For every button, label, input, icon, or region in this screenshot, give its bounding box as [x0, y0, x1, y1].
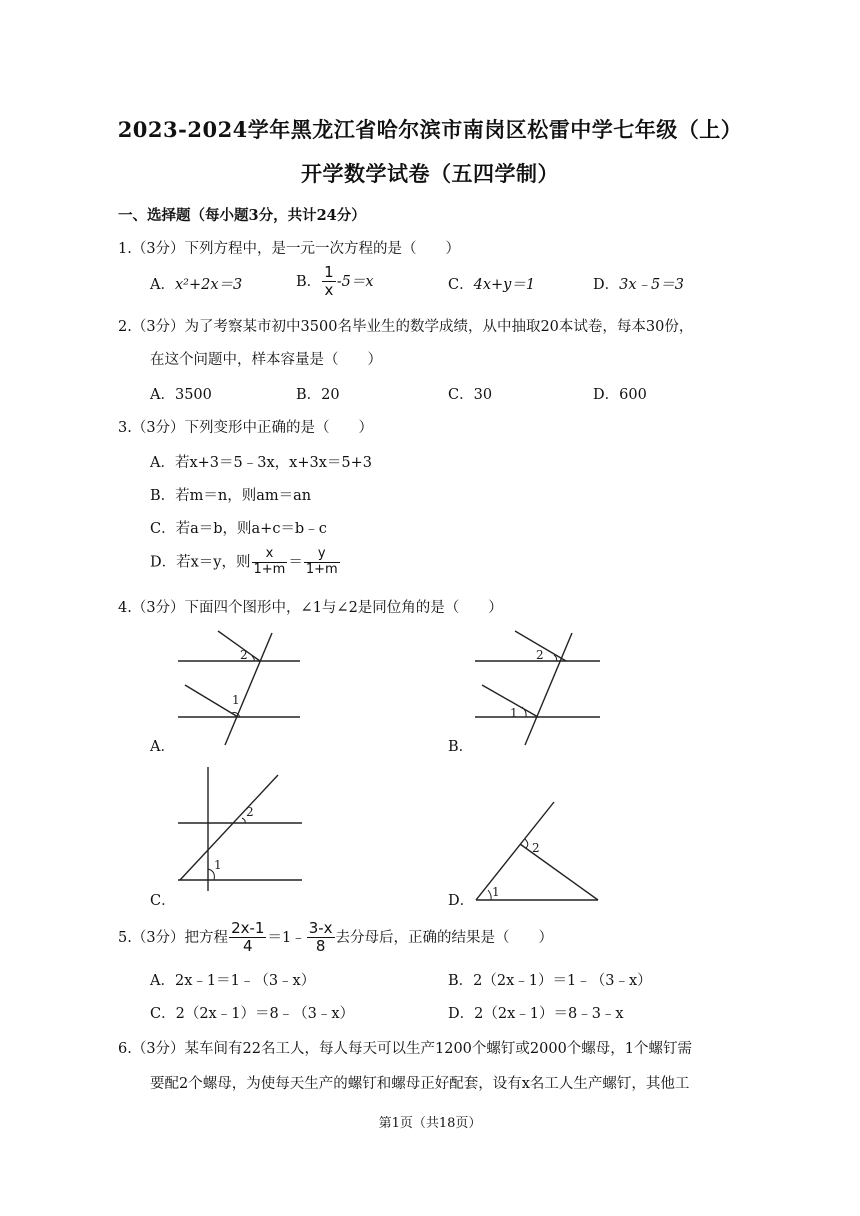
q5-option-b: B．2（2x﹣1）＝1﹣（3﹣x） [448, 973, 652, 989]
fig-a-ray-bottom [185, 685, 238, 717]
fig-c-label-1: 1 [214, 858, 222, 872]
fig-d-left-side [476, 802, 554, 900]
fig-a-transversal [225, 633, 272, 745]
q2-option-c: C．30 [448, 387, 493, 403]
q4-option-d: D． [448, 893, 475, 909]
q1-option-a: A．x²+2x＝3 [150, 277, 243, 293]
q1-b-fraction: $\frac{1}{x}$ [324, 263, 334, 300]
q3-option-a: A．若x+3＝5﹣3x，x+3x＝5+3 [150, 455, 372, 471]
q1-option-b: B． $\frac{1}{x}$ -5＝x [296, 263, 374, 300]
q4-option-b: B． [448, 739, 474, 755]
page-footer: 第1页（共18页） [378, 1116, 482, 1131]
q6-stem-line2: 要配2个螺母，为使每天生产的螺钉和螺母正好配套，设有x名工人生产螺钉，其他工 [150, 1076, 690, 1092]
section-heading-choice: 一、选择题（每小题3分，共计24分） [118, 207, 366, 224]
fig-b-label-2: 2 [536, 648, 544, 662]
fig-a-label-1: 1 [232, 693, 240, 707]
q3-option-b: B．若m＝n，则am＝an [150, 488, 312, 504]
q2-stem-line1: 2.（3分）为了考察某市初中3500名毕业生的数学成绩，从中抽取20本试卷，每本30份， [118, 319, 694, 335]
fig-a-label-2: 2 [240, 648, 248, 662]
fig-d-arc-2 [525, 839, 528, 848]
fig-d-label-1: 1 [492, 885, 500, 899]
q2-option-a: A．3500 [150, 387, 212, 403]
q5-option-c: C．2（2x﹣1）＝8﹣（3﹣x） [150, 1006, 355, 1022]
q5-option-a: A．2x﹣1＝1﹣（3﹣x） [150, 973, 316, 989]
q4-option-c: C． [150, 893, 176, 909]
q5-stem: 5.（3分）把方程 $\frac{2x-1}{4}$ ＝1﹣ $\frac{3-x}{8}$ 去分母后，正确的结果是（ ） [118, 919, 554, 956]
fig-b-label-1: 1 [510, 706, 518, 720]
q4-figure-c [170, 765, 310, 895]
q4-option-a: A． [150, 739, 175, 755]
q2-stem-line2: 在这个问题中，样本容量是（ ） [150, 352, 382, 368]
fig-c-label-2: 2 [246, 805, 254, 819]
q6-stem-line1: 6.（3分）某车间有22名工人，每人每天可以生产1200个螺钉或2000个螺母，1个螺钉需 [118, 1041, 693, 1057]
fig-c-arc-2 [242, 818, 245, 823]
q1-stem: 1.（3分）下列方程中，是一元一次方程的是（ ） [118, 241, 461, 257]
fig-d-label-2: 2 [532, 841, 540, 855]
q5-fraction-left: $\frac{2x-1}{4}$ [231, 919, 265, 956]
q4-figure-d [470, 800, 610, 905]
q3-option-d: D．若x＝y，则 $\frac{x}{1+m}$ ＝ $\frac{y}{1+m}$ [150, 546, 338, 577]
q1-option-c: C．4x+y＝1 [448, 277, 536, 293]
fig-d-arc-1 [488, 890, 491, 900]
q4-stem: 4.（3分）下面四个图形中，∠1与∠2是同位角的是（ ） [118, 600, 503, 616]
q5-option-d: D．2（2x﹣1）＝8﹣3﹣x [448, 1006, 624, 1022]
q3-option-c: C．若a＝b，则a+c＝b﹣c [150, 521, 327, 537]
q2-option-d: D．600 [593, 387, 647, 403]
exam-title-line1: 2023-2024学年黑龙江省哈尔滨市南岗区松雷中学七年级（上） [117, 117, 743, 142]
q5-fraction-right: $\frac{3-x}{8}$ [308, 919, 333, 956]
q3-d-fraction-left: $\frac{x}{1+m}$ [253, 546, 286, 577]
fig-b-transversal [525, 633, 572, 745]
fig-c-oblique [180, 775, 278, 880]
q3-d-fraction-right: $\frac{y}{1+m}$ [305, 546, 338, 577]
fig-a-ray-top [218, 631, 260, 661]
q3-stem: 3.（3分）下列变形中正确的是（ ） [118, 420, 374, 436]
q4-figure-a [170, 625, 310, 750]
q2-option-b: B．20 [296, 387, 340, 403]
q1-option-d: D．3x﹣5＝3 [593, 277, 684, 293]
exam-title-line2: 开学数学试卷（五四学制） [301, 161, 559, 186]
q4-figure-b [470, 625, 610, 750]
